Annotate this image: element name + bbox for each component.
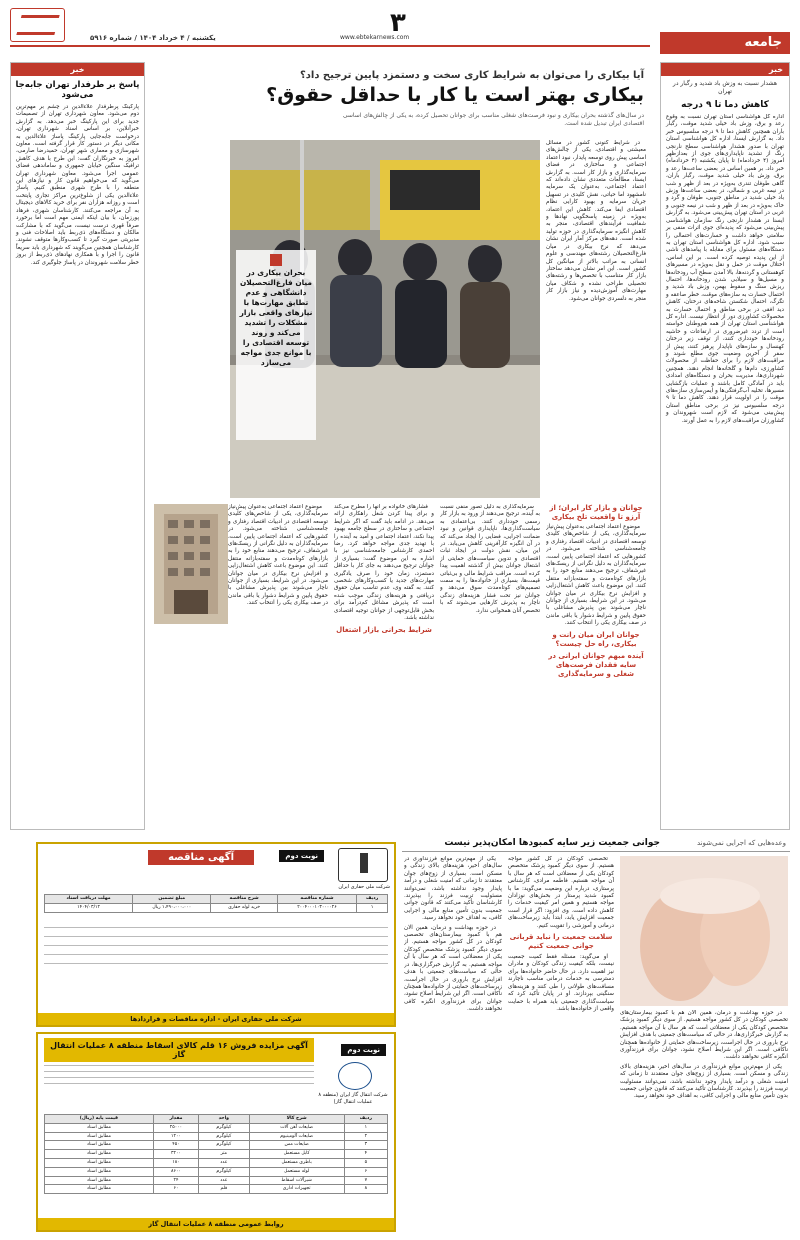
auction-ad xyxy=(36,1032,396,1232)
left-news-title: پاسخ بر طرفدار تهران جابه‌جا می‌شود xyxy=(15,80,140,100)
auction-table: ردیف شرح کالا واحد مقدار قیمت پایه (ریال) ۱ ضایعات آهن آلات کیلوگرم ۲۵۰۰۰ مطابق اسناد ۲ ضایعات آلومینیوم کیلوگرم ۱۲۰۰ مطابق اسناد ۳ ضایعات مس کیلوگرم ۴۵۰ مطابق اسناد ۴ کابل مستعمل متر ۳۲۰۰ مطابق اسناد ۵ باطری مستعمل عدد ۱۸۰ مطابق اسناد ۶ لوله مستعمل کیلوگرم ۸۶۰۰ مطابق اسناد ۷ شیرآلات اسقاط عدد ۲۴ مطابق اسناد ۸ تجهیزات اداری قلم ۶۰ مطابق اسناد xyxy=(44,1114,388,1194)
subhead-2: جوانان ایران میان رانت و بیکاری، راه حل چیست؟ xyxy=(552,630,640,648)
pull-quote: بحران بیکاری در میان فارغ‌التحصیلان دانشگاهی و عدم تطابق مهارت‌ها با نیازهای واقعی بازار مشکلات را تشدید می‌کند و روند توسعه اقتصادی را با موانع جدی مواجه می‌سازد xyxy=(239,268,313,367)
pull-quote-icon xyxy=(270,254,282,266)
tender-badge: نوبت دوم xyxy=(279,850,324,862)
tender-footer: شرکت ملی حفاری ایران - اداره مناقصات و قراردادها xyxy=(38,1013,394,1025)
section-title: جامعه xyxy=(744,35,782,50)
article-body-col4: فشارهای خانواده بر آنها را مطرح می‌کند و برای پیدا کردن شغل راهکاری ارائه می‌دهد. در ادامه باید گفت که اگر شرایط اجتماعی و ساختاری در سطح جامعه بهبود پیدا نکند، اعتماد اجتماعی و امید به آینده را با تهدید جدی مواجه خواهد کرد. رضا احمدی کارشناس جامعه‌شناسی نیز با اشاره به این موضوع گفت: بسیاری از جوانان ترجیح می‌دهند به جای کار با حداقل دستمزد، زمان خود را صرف یادگیری مهارت‌های جدید یا کسب‌وکارهای شخصی کنند. به گفته وی، عدم تناسب میان حقوق دریافتی و هزینه‌های زندگی موجب شده است که پذیرش مشاغل کم‌درآمد برای بخش قابل‌توجهی از جوانان توجیه اقتصادی نداشته باشد. شرایط بحرانی بازار اشتغال xyxy=(334,504,434,634)
table-row: ۵ باطری مستعمل عدد ۱۸۰ مطابق اسناد xyxy=(45,1158,388,1167)
article-body-col1: در شرایط کنونی کشور در مسائل معیشتی و اقتصادی، یکی از چالش‌های اساسی پیش روی توسعه پایدار، نبود اعتماد اجتماعی و ساختاری در فضای سرمایه‌گذاری و بازار کار است. به گزارش ایسنا، مطالعات متعددی نشان داده‌اند که اعتماد اجتماعی، به‌عنوان یک سرمایه نامشهود اما حیاتی، نقش کلیدی در تسهیل جریان سرمایه و بهبود کارایی نظام اقتصادی ایفا می‌کند. کاهش این اعتماد، به‌ویژه در زمینه پاسخگویی نهادها و شفافیت فرآیندهای اقتصادی، منجر به کاهش انگیزه سرمایه‌گذاری در حوزه تولید شده است. دهه‌های مرکز آمار ایران نشان می‌دهد که نرخ بیکاری در میان فارغ‌التحصیلان رشته‌های مهندسی و علوم انسانی به مراتب بالاتر از میانگین کل کشور است. این امر نشان می‌دهد ساختار بازار کار متناسب با تخصص‌ها و رشته‌های تحصیلی طراحی نشده و شکاف میان مهارت‌های آموزش‌دیده و نیاز بازار کار منجر به دلسردی جوانان می‌شود. xyxy=(546,140,646,302)
population-article xyxy=(402,836,790,1234)
auction-title: آگهی مزایده فروش ۱۶ قلم کالای اسقاط منطقه ۸ عملیات انتقال گاز xyxy=(44,1038,314,1062)
pop-subhead-1: سلامت جمعیت را نباید قربانی جوانی جمعیت کنیم xyxy=(509,933,613,951)
tender-company: شرکت ملی حفاری ایران xyxy=(338,884,390,890)
section-banner xyxy=(660,32,790,54)
left-news-column xyxy=(10,62,145,830)
website-url: www.ebtekarnews.com xyxy=(340,34,410,41)
article-photo xyxy=(230,140,540,498)
pop-body-col1: در حوزه بهداشت و درمان، همین الان هم با کمبود بیمارستان‌های تخصصی کودکان در کل کشور مواجه هستیم. از سوی دیگر کمبود پزشک متخصص کودکان یکی از معضلاتی است که هر سال با آن مواجه هستیم. به گزارش خبرگزاری‌ها، در حالی که سیاست‌های جمعیتی با هدف افزایش نرخ باروری در حال اجراست، زیرساخت‌های حمایتی از خانواده‌ها همچنان ناکافی است. اگر این شرایط اصلاح نشود، جوانان برای فرزندآوری انگیزه کافی نخواهند داشت. یکی از مهم‌ترین موانع فرزندآوری در سال‌های اخیر، هزینه‌های بالای زندگی و مسکن است. بسیاری از زوج‌های جوان معتقدند تا زمانی که امنیت شغلی و درآمد پایدار وجود نداشته باشد، نمی‌توانند مسئولیت تربیت فرزند را بپذیرند. کارشناسان تأکید می‌کنند که قانون جوانی جمعیت بدون تأمین منابع مالی و اجرایی کافی، به اهداف خود نخواهد رسید. xyxy=(620,1010,788,1100)
date-issue: یکشنبه / ۴ خرداد ۱۴۰۴ / شماره ۵۹۱۶ xyxy=(90,34,216,42)
logo xyxy=(10,8,65,42)
table-row: ۸ تجهیزات اداری قلم ۶۰ مطابق اسناد xyxy=(45,1185,388,1194)
page-number: ۳ xyxy=(390,8,406,38)
page-header xyxy=(0,0,800,62)
article-body-col2: جوانان و بازار کار ایران؛ از آرزو تا واقعیت تلخ بیکاری موضوع اعتماد اجتماعی به‌عنوان پیش‌نیاز سرمایه‌گذاری، یکی از شاخص‌های کلیدی توسعه اقتصادی در ادبیات اقتصاد رفتاری و جامعه‌شناسی شناخته می‌شود. در کشورهایی که اعتماد اجتماعی پایین است، سرمایه‌گذاران به دلیل نگرانی از ریسک‌های غیرشفاف، ترجیح می‌دهند منابع خود را به بازارهای کوتاه‌مدت و سفته‌بازانه منتقل کنند. این موضوع باعث کاهش اشتغال‌زایی و افزایش نرخ بیکاری در میان جوانان می‌شود. در این شرایط، بسیاری از جوانان ناچار می‌شوند بین پذیرش مشاغلی با حقوق پایین و شرایط دشوار یا باقی ماندن در صف بیکاری یکی را انتخاب کنند. جوانان ایران میان رانت و بیکاری، راه حل چیست؟ آینده مبهم جوانان ایرانی در سایه فقدان فرصت‌های شغلی و سرمایه‌گذاری xyxy=(546,504,646,678)
article-kicker: آیا بیکاری را می‌توان به شرایط کاری سخت و دستمزد پایین ترجیح داد؟ xyxy=(299,70,644,81)
news-title: کاهش دما تا ۹ درجه xyxy=(681,100,769,110)
building-photo xyxy=(154,504,228,624)
news-badge: خبر xyxy=(661,63,789,76)
right-news-column xyxy=(660,62,790,830)
pop-body-col2: تخصصی کودکان در کل کشور مواجه هستیم. از سوی دیگر کمبود پزشک متخصص کودکان یکی از معضلاتی است که هر سال با آن مواجه هستیم. فاطمه مرادی، کارشناس پرستاری، درباره این وضعیت می‌گوید: ما با کمبود شدید پرستار در بخش‌های نوزادان مواجه هستیم و همین امر کیفیت خدمات را کاهش داده است. وی افزود: اگر قرار است جمعیت افزایش یابد، ابتدا باید زیرساخت‌های درمانی و آموزشی را تقویت کنیم. سلامت جمعیت را نباید قربانی جوانی جمعیت کنیم او می‌گوید: مسئله فقط کمیت جمعیت نیست، بلکه کیفیت زندگی کودکان و مادران نیز اهمیت دارد. در حال حاضر خانواده‌ها برای دسترسی به خدمات درمانی مناسب ناچارند مسافت‌های طولانی را طی کنند و هزینه‌های سنگینی بپردازند. او در پایان تأکید کرد که سیاست‌گذاری جمعیتی باید همراه با حمایت واقعی از خانواده‌ها باشد. xyxy=(508,856,614,1012)
subhead-3: آینده مبهم جوانان ایرانی در سایه فقدان فرصت‌های شغلی و سرمایه‌گذاری xyxy=(548,651,644,678)
pop-kicker: وعده‌هایی که اجرایی نمی‌شوند xyxy=(696,839,786,847)
article-body-col3: سرمایه‌گذاری به دلیل تصور منفی نسبت به آینده، ترجیح می‌دهند از ورود به بازار کار رسمی خودداری کنند. بی‌اعتمادی به سیاست‌گذاری‌ها، ناپایداری قوانین و نبود ضمانت اجرایی، فضایی را ایجاد می‌کند که در آن انگیزه کارآفرینی کاهش می‌یابد. در این میان، نقش دولت در ایجاد ثبات اقتصادی و تدوین سیاست‌های حمایتی از اشتغال جوانان بیش از گذشته اهمیت پیدا کرده است. مراقب شرایط مالی و بی‌ثباتی قیمت‌ها، بسیاری از خانواده‌ها را به سمت تصمیم‌های کوتاه‌مدت سوق می‌دهد و جوانان نیز تحت فشار هزینه‌های زندگی ناچار به پذیرش کارهایی می‌شوند که با تخصص آنان همخوانی ندارد. xyxy=(440,504,540,614)
left-news-body: پارکینگ پرطرفدار علاءالدین در چشم بر مهم‌ترین دوم می‌شود. معاون شهرداری تهران از تصمیمات جدید برای این پارکینگ خبر می‌دهد. به گزارش خبرآنلاین، بر اساس اسناد شهرداری تهران، درخواست جابه‌جایی پارکینگ پاساژ علاءالدین به مکانی دیگر در دستور کار قرار گرفته است. معاون شهرسازی و معماری شهر تهران، حمیدرضا صارمی، امروز به خبرنگاران گفت: این طرح با هدف کاهش ترافیک سنگین خیابان جمهوری و ساماندهی فضای عمومی اجرا می‌شود. معاون شهرداری تهران می‌گوید که می‌خواهیم قانون کار و نیازهای این منطقه را با طرح شهری منطبق کنیم. پاساژ علاءالدین یکی از شلوغ‌ترین مراکز تجاری پایتخت است و روزانه هزاران نفر برای خرید کالاهای دیجیتال به آن مراجعه می‌کنند. کارشناسان شهری، فرهاد پورزمان، با بیان اینکه ایمنی مهم است اما برخورد صرفاً قهری درست نیست، می‌گوید که با مشارکت مالکان و دستگاه‌های ذی‌ربط باید اصلاحات فنی و مدیریتی صورت گیرد تا کسب‌وکارها متوقف نشوند. کارشناسان همچنین می‌گویند که شهرداری باید سریعاً قانون را اجرا و با همکاری نهادهای ذی‌ربط از بروز خطر سلامت شهروندان در پاساژ جلوگیری کند. xyxy=(16,104,139,266)
photo-mall-building xyxy=(154,504,228,624)
auction-badge: نوبت دوم xyxy=(341,1044,386,1056)
article-body-col5: موضوع اعتماد اجتماعی به‌عنوان پیش‌نیاز سرمایه‌گذاری، یکی از شاخص‌های کلیدی توسعه اقتصادی در ادبیات اقتصاد رفتاری و جامعه‌شناسی شناخته می‌شود. در کشورهایی که اعتماد اجتماعی پایین است، سرمایه‌گذاران به دلیل نگرانی از ریسک‌های غیرشفاف، ترجیح می‌دهند منابع خود را به بازارهای کوتاه‌مدت و سفته‌بازانه منتقل کنند. این موضوع باعث کاهش اشتغال‌زایی و افزایش نرخ بیکاری در میان جوانان می‌شود. در این شرایط، بسیاری از جوانان ناچار می‌شوند بین پذیرش مشاغلی با حقوق پایین و شرایط دشوار یا باقی ماندن در صف بیکاری یکی را انتخاب کنند. xyxy=(228,504,328,607)
table-row: ۳ ضایعات مس کیلوگرم ۴۵۰ مطابق اسناد xyxy=(45,1141,388,1150)
photo-baby-feet xyxy=(620,856,788,1006)
baby-photo xyxy=(620,856,788,1006)
table-row: ۲ ضایعات آلومینیوم کیلوگرم ۱۲۰۰ مطابق اسناد xyxy=(45,1132,388,1141)
subhead-4: شرایط بحرانی بازار اشتغال xyxy=(336,625,432,634)
article-lead: در سال‌های گذشته بحران بیکاری و نبود فرصت‌های شغلی مناسب برای جوانان تحصیل کرده، به یکی از چالش‌های اساسی اقتصادی ایران تبدیل شده است. xyxy=(342,112,644,127)
pop-article-header xyxy=(402,836,790,852)
tender-title: آگهی مناقصه xyxy=(148,850,254,865)
table-row: ۶ لوله مستعمل کیلوگرم ۸۶۰۰ مطابق اسناد xyxy=(45,1167,388,1176)
auction-table-wrap xyxy=(44,1114,388,1194)
table-row: ۱ ۲۰۰۴۰۰۰۱۰۳۰۰۰۰۲۶ خرید لوله حفاری ۱،۴۹۰،۰۰۰،۰۰۰ ریال ۱۴۰۴/۰۳/۱۲ xyxy=(45,903,388,912)
article-title: بیکاری بهتر است یا کار با حداقل حقوق؟ xyxy=(266,84,644,106)
tender-ad xyxy=(36,842,396,1027)
news-body: اداره کل هواشناسی استان تهران نسبت به وقوع رعد و برق، وزش باد خیلی شدید موقت، رگبار باران همچنین کاهش دما تا ۹ درجه سلسیوس خبر داد. به گزارش ایسنا، اداره کل هواشناسی استان تهران با صدور هشدار هواشناسی سطح نارنجی رنگ از تشدید ناپایداری‌های جوی از بعدازظهر امروز (۴ خردادماه) تا پایان یکشنبه (۴ خردادماه) خبر داد. بر همین اساس در بعضی ساعت‌ها رعد و برق، وزش باد خیلی شدید موقت، رگبار باران، گاهی طوفان تندری به‌ویژه در بعد از ظهر و شب در نیمه غربی و شمالی، در بعضی ساعت‌ها وزش باد خیلی شدید در مناطق جنوبی، طوفان و گرد و خاک به‌ویژه در بعد از ظهر و شب در نیمه جنوبی و غربی در استان تهران پیش‌بینی می‌شود. به گزارش ایسنا در هشدار نارنجی رنگ سازمان هواشناسی پیش‌بینی می‌شود که پدیده‌ای جوی اثرات منفی بر سلامتی خواهد داشت و خسارت‌های احتمالی را سبب شود. اداره کل هواشناسی استان تهران به دستگاه‌های مسئول برای مقابله با پیامدهای ناشی از این پدیده توصیه کرده است. بر این اساس، اختلال موقت در حمل و نقل به‌ویژه در مسیرهای کوهستانی و گردنه‌ها، بالا آمدن سطح آب رودخانه‌ها و مسیل‌ها و سیلابی شدن رودخانه‌ها، احتمال ریزش سنگ و سقوط بهمن، وزش باد شدید و احتمال خسارت به سازه‌های موقت، خطر صاعقه و تگرگ، احتمال شکستن شاخه‌های درختان، کاهش دید افقی در برخی مناطق و احتمال خسارت به محصولات کشاورزی دور از انتظار نیست. اداره کل هواشناسی استان تهران از همه هم‌وطنان خواسته است از تردد غیرضروری در ارتفاعات و حاشیه رودخانه‌ها خودداری کنند، از توقف زیر درختان کهنسال و سازه‌های ناپایدار پرهیز کنند، پیش از سفر از آخرین وضعیت جوی مطلع شوند و مراقبت‌های لازم را برای حفاظت از محصولات کشاورزی، دام‌ها و گلخانه‌ها انجام دهند. همچنین شهرداری‌ها، مدیریت بحران و دستگاه‌های امدادی باید در آمادگی کامل باشند و عملیات بازگشایی مسیرها، تخلیه آب‌گرفتگی‌ها و ایمن‌سازی سازه‌های موقت را در اولویت قرار دهند. کاهش دما تا ۹ درجه سلسیوس نیز در برخی مناطق استان پیش‌بینی می‌شود که لازم است شهروندان و کشاورزان مراقبت‌های لازم را به عمل آورند. xyxy=(666,114,784,424)
header-rule xyxy=(10,45,650,47)
auction-footer: روابط عمومی منطقه ۸ عملیات انتقال گاز xyxy=(38,1218,394,1230)
tender-table-wrap xyxy=(44,894,388,913)
news-lead: هشدار نسبت به وزش باد شدید و رگبار در تهران xyxy=(672,80,778,95)
subhead-1: جوانان و بازار کار ایران؛ از آرزو تا واقعیت تلخ بیکاری xyxy=(549,504,643,521)
table-row: ۴ کابل مستعمل متر ۳۲۰۰ مطابق اسناد xyxy=(45,1150,388,1159)
table-row: ۷ شیرآلات اسقاط عدد ۲۴ مطابق اسناد xyxy=(45,1176,388,1185)
tender-logo-icon xyxy=(338,848,388,882)
pull-quote-box xyxy=(236,250,316,440)
main-article xyxy=(150,62,650,830)
auction-logo-icon xyxy=(338,1062,372,1090)
pop-body-col3: یکی از مهم‌ترین موانع فرزندآوری در سال‌های اخیر، هزینه‌های بالای زندگی و مسکن است. بسیاری از زوج‌های جوان معتقدند تا زمانی که امنیت شغلی و درآمد پایدار وجود نداشته باشد، نمی‌توانند مسئولیت تربیت فرزند را بپذیرند. کارشناسان تأکید می‌کنند که قانون جوانی جمعیت بدون تأمین منابع مالی و اجرایی کافی، به اهداف خود نخواهد رسید. در حوزه بهداشت و درمان، همین الان هم با کمبود بیمارستان‌های تخصصی کودکان در کل کشور مواجه هستیم. از سوی دیگر کمبود پزشک متخصص کودکان یکی از معضلاتی است که هر سال با آن مواجه هستیم. به گزارش خبرگزاری‌ها، در حالی که سیاست‌های جمعیتی با هدف افزایش نرخ باروری در حال اجراست، زیرساخت‌های حمایتی از خانواده‌ها همچنان ناکافی است. اگر این شرایط اصلاح نشود، جوانان برای فرزندآوری انگیزه کافی نخواهند داشت. xyxy=(404,856,502,1013)
tender-details-lines xyxy=(44,919,388,1004)
auction-subtitle: شرکت انتقال گاز ایران (منطقه ۸ عملیات انتقال گاز) xyxy=(318,1092,388,1105)
left-news-badge: خبر xyxy=(11,63,144,76)
pop-title: جوانی جمعیت زیر سایه کمبودها امکان‌پذیر نیست xyxy=(444,838,660,848)
tender-table: ردیف شماره مناقصه شرح مناقصه مبلغ تضمین مهلت دریافت اسناد ۱ ۲۰۰۴۰۰۰۱۰۳۰۰۰۰۲۶ خرید لوله حفاری ۱،۴۹۰،۰۰۰،۰۰۰ ریال ۱۴۰۴/۰۳/۱۲ xyxy=(44,894,388,913)
auction-text-lines xyxy=(44,1060,314,1095)
table-row: ۱ ضایعات آهن آلات کیلوگرم ۲۵۰۰۰ مطابق اسناد xyxy=(45,1123,388,1132)
